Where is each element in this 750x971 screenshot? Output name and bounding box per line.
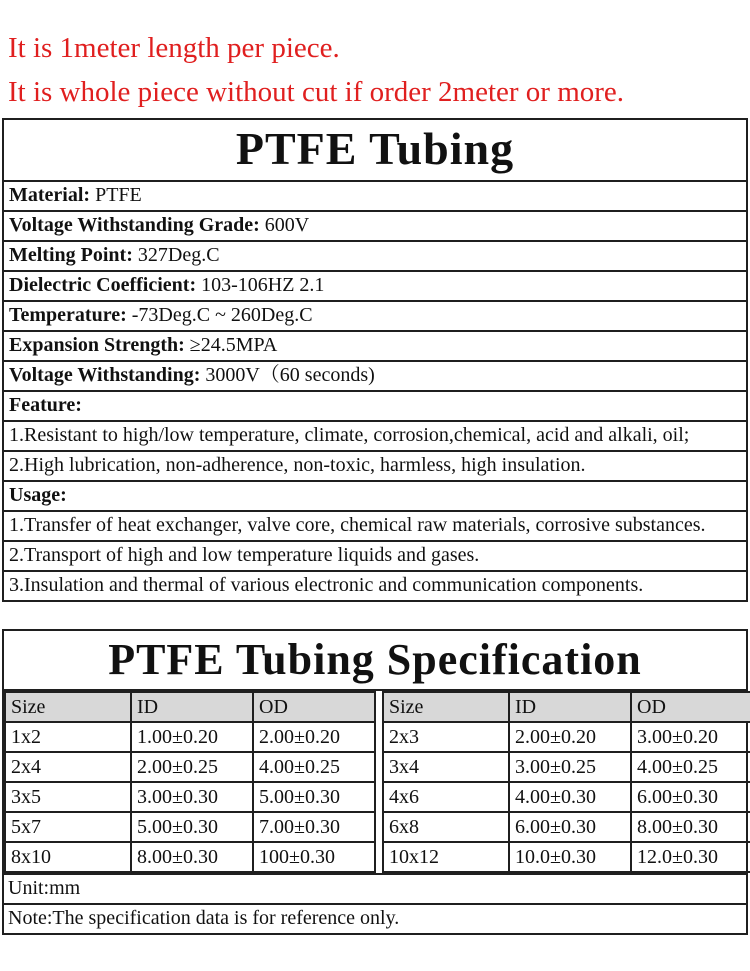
cell-size: 2x3 (383, 722, 509, 752)
col-header-size: Size (5, 692, 131, 722)
info-label: Usage: (9, 484, 67, 506)
info-label: Material: (9, 184, 91, 206)
info-value: 3.Insulation and thermal of various electronic and communication components. (9, 574, 644, 596)
info-value: ≥24.5MPA (184, 334, 278, 356)
table-row (383, 842, 750, 872)
cell-size: 4x6 (383, 782, 509, 812)
info-value: 3000V（60 seconds) (200, 364, 375, 386)
info-label: Melting Point: (9, 244, 133, 266)
cell-size: 1x2 (5, 722, 131, 752)
spec-table-section (2, 629, 748, 935)
cell-id: 5.00±0.30 (131, 812, 253, 842)
cell-od: 4.00±0.25 (631, 752, 750, 782)
cell-od: 4.00±0.25 (253, 752, 375, 782)
cell-size: 8x10 (5, 842, 131, 872)
cell-id: 3.00±0.25 (509, 752, 631, 782)
col-header-id: ID (131, 692, 253, 722)
cell-od: 12.0±0.30 (631, 842, 750, 872)
table-row (5, 752, 375, 782)
info-label: Dielectric Coefficient: (9, 274, 197, 296)
info-row-usage-1 (4, 510, 746, 540)
cell-od: 100±0.30 (253, 842, 375, 872)
info-value: -73Deg.C ~ 260Deg.C (126, 304, 313, 326)
info-label: Expansion Strength: (9, 334, 185, 356)
cell-id: 6.00±0.30 (509, 812, 631, 842)
cell-id: 8.00±0.30 (131, 842, 253, 872)
table-row (383, 722, 750, 752)
table-row (383, 782, 750, 812)
info-row-usage-2 (4, 540, 746, 570)
table-row (383, 812, 750, 842)
cell-od: 2.00±0.20 (253, 722, 375, 752)
cell-id: 3.00±0.30 (131, 782, 253, 812)
product-info-table (2, 118, 748, 602)
note-line-2: It is whole piece without cut if order 2meter or more. (8, 76, 625, 108)
cell-size: 2x4 (5, 752, 131, 782)
info-row-voltage-grade (4, 210, 746, 240)
info-value: 1.Transfer of heat exchanger, valve core, chemical raw materials, corrosive substances. (9, 514, 706, 536)
info-row-dielectric (4, 270, 746, 300)
spec-table-title: PTFE Tubing Specification (4, 631, 746, 691)
table-row (383, 752, 750, 782)
top-red-notes (8, 26, 750, 114)
cell-id: 2.00±0.25 (131, 752, 253, 782)
col-header-od: OD (253, 692, 375, 722)
unit-row: Unit:mm (4, 873, 746, 903)
cell-id: 4.00±0.30 (509, 782, 631, 812)
cell-size: 3x5 (5, 782, 131, 812)
cell-size: 5x7 (5, 812, 131, 842)
spec-subtable-left (4, 691, 376, 873)
info-label: Voltage Withstanding: (9, 364, 201, 386)
cell-od: 5.00±0.30 (253, 782, 375, 812)
info-value: 2.High lubrication, non-adherence, non-toxic, harmless, high insulation. (9, 454, 586, 476)
cell-id: 1.00±0.20 (131, 722, 253, 752)
info-value: 2.Transport of high and low temperature liquids and gases. (9, 544, 480, 566)
table-row (5, 722, 375, 752)
info-value: 1.Resistant to high/low temperature, climate, corrosion,chemical, acid and alkali, oil; (9, 424, 690, 446)
cell-od: 7.00±0.30 (253, 812, 375, 842)
info-row-melting-point (4, 240, 746, 270)
info-row-temperature (4, 300, 746, 330)
info-table-title: PTFE Tubing (235, 123, 515, 174)
spec-subtables (4, 691, 746, 873)
cell-od: 8.00±0.30 (631, 812, 750, 842)
info-value: 600V (259, 214, 310, 236)
info-label: Feature: (9, 394, 82, 416)
cell-id: 2.00±0.20 (509, 722, 631, 752)
col-header-size: Size (383, 692, 509, 722)
info-row-expansion (4, 330, 746, 360)
info-value: PTFE (90, 184, 142, 206)
info-row-feature-1 (4, 420, 746, 450)
info-row-usage-heading (4, 480, 746, 510)
spec-subtable-right (382, 691, 750, 873)
info-row-voltage-withstanding (4, 360, 746, 390)
info-row-material (4, 180, 746, 210)
note-line-1: It is 1meter length per piece. (8, 32, 340, 64)
col-header-id: ID (509, 692, 631, 722)
info-value: 327Deg.C (132, 244, 220, 266)
info-label: Voltage Withstanding Grade: (9, 214, 260, 236)
info-value: 103-106HZ 2.1 (196, 274, 325, 296)
col-header-od: OD (631, 692, 750, 722)
note-row: Note:The specification data is for reference only. (4, 903, 746, 933)
table-row (5, 782, 375, 812)
spec-header-row (5, 692, 375, 722)
info-row-usage-3 (4, 570, 746, 600)
spec-header-row (383, 692, 750, 722)
info-label: Temperature: (9, 304, 127, 326)
table-row (5, 812, 375, 842)
cell-size: 6x8 (383, 812, 509, 842)
cell-od: 3.00±0.20 (631, 722, 750, 752)
info-row-feature-heading (4, 390, 746, 420)
info-row-feature-2 (4, 450, 746, 480)
cell-size: 3x4 (383, 752, 509, 782)
cell-od: 6.00±0.30 (631, 782, 750, 812)
cell-size: 10x12 (383, 842, 509, 872)
cell-id: 10.0±0.30 (509, 842, 631, 872)
table-row (5, 842, 375, 872)
